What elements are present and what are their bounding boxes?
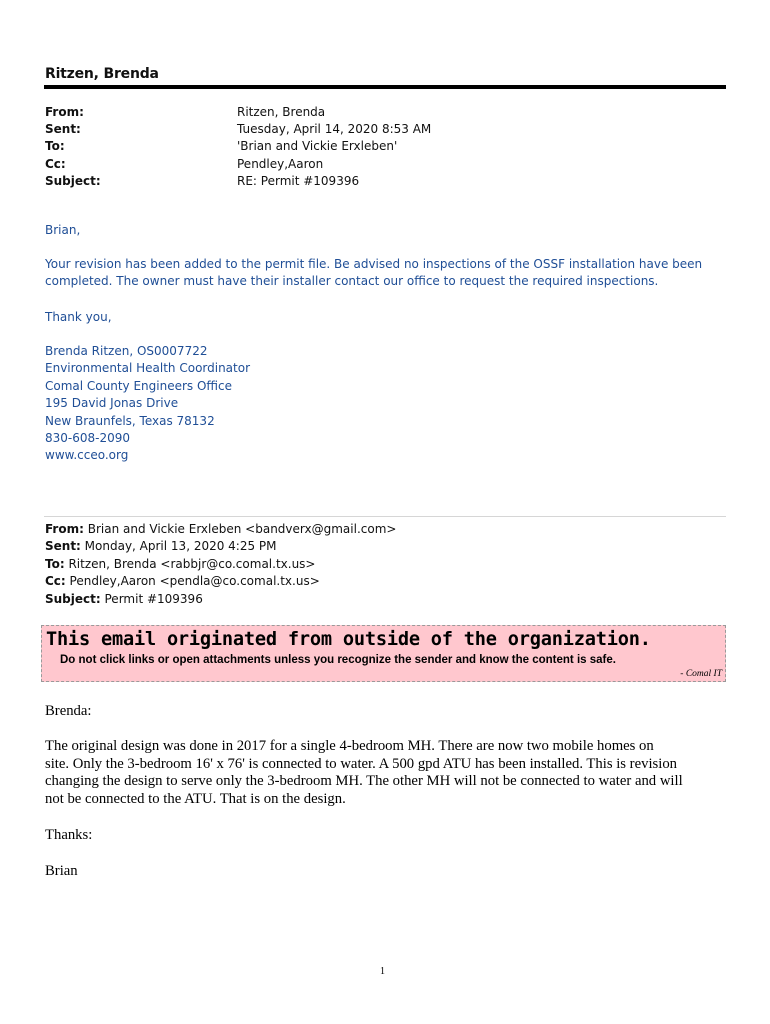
original-sender-name: Brian: [45, 863, 78, 879]
reply-paragraph-line: completed. The owner must have their installer contact our office to request the required inspections.: [45, 274, 659, 289]
fwd-from-row: [45, 521, 396, 538]
header-cc-value: Pendley,Aaron: [237, 156, 324, 171]
signature-street: 195 David Jonas Drive: [45, 396, 179, 411]
fwd-sent-label: Sent:: [45, 539, 81, 554]
reply-paragraph-line: Your revision has been added to the permit file. Be advised no inspections of the OSSF installation have been: [45, 257, 703, 271]
signature-city: New Braunfels, Texas 78132: [45, 413, 215, 428]
fwd-subject-label: Subject:: [45, 591, 101, 606]
banner-headline: This email originated from outside of the organization.: [46, 629, 651, 650]
header-to-value: 'Brian and Vickie Erxleben': [237, 139, 398, 154]
header-sent-value: Tuesday, April 14, 2020 8:53 AM: [237, 122, 432, 137]
fwd-to-label: To:: [45, 556, 65, 571]
fwd-sent-value: Monday, April 13, 2020 4:25 PM: [80, 539, 277, 554]
mailbox-owner-title: Ritzen, Brenda: [45, 66, 159, 82]
fwd-cc-label: Cc:: [45, 574, 66, 589]
title-divider: [44, 85, 726, 89]
fwd-to-value: Ritzen, Brenda <rabbjr@co.comal.tx.us>: [64, 556, 316, 571]
fwd-cc-row: [45, 573, 396, 590]
header-subject-label: Subject:: [45, 173, 101, 188]
reply-paragraph: [45, 256, 725, 291]
fwd-sent-row: [45, 538, 396, 555]
signature-phone: 830-608-2090: [45, 430, 131, 445]
header-cc-label: Cc:: [45, 156, 66, 171]
external-email-warning-banner: [41, 625, 726, 682]
original-body-line: The original design was done in 2017 for a single 4-bedroom MH. There are now two mobile homes on: [45, 738, 654, 754]
header-from-label: From:: [45, 105, 84, 119]
header-subject-value: RE: Permit #109396: [237, 173, 360, 188]
page-number: 1: [380, 966, 385, 977]
fwd-cc-value: Pendley,Aaron <pendla@co.comal.tx.us>: [65, 574, 320, 589]
signature-role: Environmental Health Coordinator: [45, 361, 251, 376]
forward-divider: [44, 516, 726, 517]
fwd-subject-value: Permit #109396: [100, 591, 203, 606]
original-body: [45, 738, 735, 808]
forwarded-header-block: [45, 521, 396, 608]
original-greeting: Brenda:: [45, 703, 92, 719]
header-from-value: Ritzen, Brenda: [237, 105, 326, 119]
original-body-line: not be connected to the ATU. That is on the design.: [45, 790, 346, 807]
original-thanks: Thanks:: [45, 827, 93, 843]
original-body-line: site. Only the 3-bedroom 16' x 76' is connected to water. A 500 gpd ATU has been installed. This is revision: [45, 755, 678, 772]
signature-name: Brenda Ritzen, OS0007722: [45, 344, 208, 358]
reply-closing: Thank you,: [45, 310, 112, 324]
fwd-from-value: Brian and Vickie Erxleben <bandverx@gmail.com>: [83, 522, 397, 536]
signature-website-link[interactable]: www.cceo.org: [45, 448, 129, 463]
banner-warning-text: Do not click links or open attachments unless you recognize the sender and know the content is safe.: [60, 654, 616, 666]
fwd-to-row: [45, 556, 396, 573]
original-body-line: changing the design to serve only the 3-bedroom MH. The other MH will not be connected to water and will: [45, 773, 683, 790]
header-to-label: To:: [45, 139, 65, 154]
fwd-subject-row: [45, 591, 396, 608]
signature-block: [45, 343, 725, 465]
header-sent-label: Sent:: [45, 122, 81, 137]
signature-office: Comal County Engineers Office: [45, 378, 233, 393]
fwd-from-label: From:: [45, 522, 84, 536]
reply-greeting: Brian,: [45, 223, 81, 237]
banner-it-tag: - Comal IT: [680, 669, 722, 679]
